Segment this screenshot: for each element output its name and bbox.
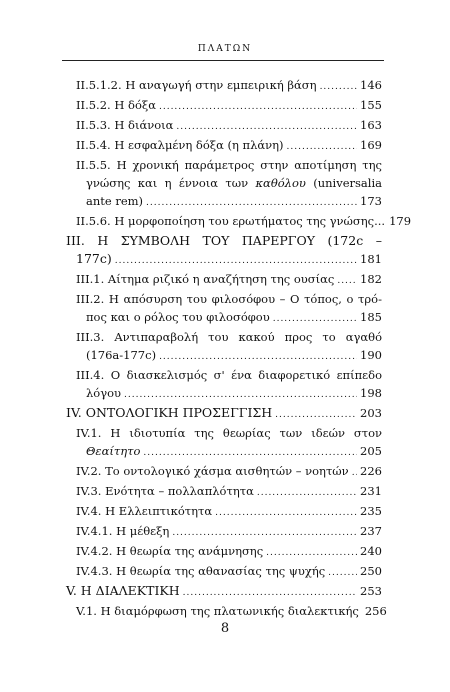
toc-entry — [66, 522, 382, 542]
toc-entry-title: II.5.4. Η εσφαλμένη δόξα (η πλάνη) — [76, 138, 284, 152]
toc-entry-title-line: λόγου — [86, 386, 121, 400]
toc-entry — [66, 366, 382, 404]
toc-entry-title-line: πος και ο ρόλος του φιλοσόφου — [86, 310, 270, 324]
toc-entry-title: IV.4.1. Η μέθεξη — [76, 524, 170, 538]
table-of-contents — [66, 76, 412, 622]
toc-entry-title-line: IV.1. Η ιδιοτυπία της θεωρίας των ιδεών στον — [76, 426, 382, 440]
leader-dots — [124, 386, 357, 404]
page-number: 8 — [220, 621, 230, 636]
leader-dots — [337, 272, 357, 290]
toc-entry — [66, 328, 382, 366]
toc-entry-text: (universalia — [313, 176, 382, 190]
toc-entry-page: 155 — [360, 98, 382, 112]
header-rule — [62, 60, 384, 61]
leader-dots — [273, 310, 357, 328]
toc-entry — [66, 156, 382, 212]
toc-entry-title-line: Θεαίτητο — [86, 444, 141, 458]
toc-entry-page: 173 — [360, 194, 382, 208]
toc-entry — [66, 270, 382, 290]
toc-entry — [66, 424, 382, 462]
toc-entry — [66, 136, 382, 156]
toc-entry-last-line — [76, 308, 382, 328]
leader-dots — [352, 464, 357, 482]
toc-entry-title-line: II.5.5. Η χρονική παράμετρος στην αποτίμηση της — [76, 158, 382, 172]
toc-entry-chapter — [66, 232, 382, 270]
leader-dots — [159, 98, 357, 116]
running-header: ΠΛΑΤΩΝ — [197, 44, 253, 54]
toc-entry — [66, 542, 382, 562]
leader-dots — [115, 252, 357, 270]
toc-entry-title: IV.2. Το οντολογικό χάσμα αισθητών – νοητών — [76, 464, 349, 478]
toc-entry — [66, 76, 382, 96]
leader-dots — [143, 444, 357, 462]
toc-entry-last-line — [66, 250, 382, 270]
toc-entry-page: 190 — [360, 348, 382, 362]
toc-entry-title: II.5.6. Η μορφοποίηση του ερωτήματος της γνώσης... — [76, 214, 386, 228]
toc-entry-page: 231 — [360, 484, 382, 498]
leader-dots — [215, 504, 357, 522]
toc-entry — [66, 502, 382, 522]
toc-entry-page: 146 — [360, 78, 382, 92]
toc-entry-title: II.5.1.2. Η αναγωγή στην εμπειρική βάση — [76, 78, 317, 92]
leader-dots — [159, 348, 357, 366]
toc-entry-chapter — [66, 582, 382, 602]
toc-entry-title: IV. ΟΝΤΟΛΟΓΙΚΗ ΠΡΟΣΕΓΓΙΣΗ — [66, 405, 273, 420]
toc-entry-title-line: ante rem) — [86, 194, 144, 208]
toc-entry-title: IV.4. Η Ελλειπτικότητα — [76, 504, 213, 518]
toc-entry-title-line: III.3. Αντιπαραβολή του κακού προς το αγαθό — [76, 330, 382, 344]
toc-entry — [66, 562, 382, 582]
toc-entry-page: 237 — [360, 524, 382, 538]
toc-entry — [66, 96, 382, 116]
leader-dots — [183, 584, 357, 602]
toc-entry-last-line — [76, 192, 382, 212]
toc-entry-title-line: 177c) — [76, 251, 112, 266]
toc-entry-chapter — [66, 404, 382, 424]
toc-entry-page: 240 — [360, 544, 382, 558]
toc-entry-title-line — [76, 174, 382, 192]
toc-entry-title: IV.4.3. Η θεωρία της αθανασίας της ψυχής — [76, 564, 326, 578]
toc-entry-title: IV.4.2. Η θεωρία της ανάμνησης — [76, 544, 264, 558]
toc-entry-title-line: III.4. Ο διασκελισμός σ' ένα διαφορετικό επίπεδο — [76, 368, 382, 382]
toc-entry-page: 181 — [360, 252, 382, 266]
toc-entry-title: V.1. Η διαμόρφωση της πλατωνικής διαλεκτικής — [76, 604, 359, 618]
toc-entry-page: 163 — [360, 118, 382, 132]
toc-entry — [66, 290, 382, 328]
toc-entry-text: γνώσης και η έννοια των — [86, 176, 249, 190]
toc-entry — [66, 482, 382, 502]
toc-entry-page: 182 — [360, 272, 382, 286]
toc-entry-last-line — [76, 442, 382, 462]
toc-entry-page: 235 — [360, 504, 382, 518]
toc-entry-italic: καθόλου — [255, 176, 306, 190]
toc-entry-page: 226 — [360, 464, 382, 478]
toc-entry — [66, 116, 382, 136]
toc-entry-page: 250 — [360, 564, 382, 578]
leader-dots — [275, 406, 357, 424]
toc-entry-page: 205 — [360, 444, 382, 458]
toc-entry-page: 179 — [389, 214, 412, 228]
leader-dots — [287, 138, 358, 156]
toc-entry — [66, 212, 412, 232]
toc-entry-page: 256 — [364, 604, 387, 618]
leader-dots — [172, 524, 357, 542]
toc-entry-page: 169 — [360, 138, 382, 152]
toc-entry — [66, 602, 387, 622]
toc-entry-title-line: (176a-177c) — [86, 348, 157, 362]
toc-entry-page: 198 — [360, 386, 382, 400]
toc-entry-title: IV.3. Ενότητα – πολλαπλότητα — [76, 484, 254, 498]
leader-dots — [328, 564, 357, 582]
toc-entry-title-line: III. Η ΣΥΜΒΟΛΗ ΤΟΥ ΠΑΡΕΡΓΟΥ (172c – — [66, 233, 382, 248]
leader-dots — [146, 194, 357, 212]
leader-dots — [320, 78, 357, 96]
toc-entry-last-line — [76, 346, 382, 366]
toc-entry-title: III.1. Αίτημα ριζικό η αναζήτηση της ουσίας — [76, 272, 335, 286]
toc-entry-title-line: III.2. Η απόσυρση του φιλοσόφου – Ο τόπος, ο τρό- — [76, 292, 382, 306]
toc-entry-page: 203 — [360, 406, 382, 420]
leader-dots — [257, 484, 357, 502]
toc-entry-title: II.5.2. Η δόξα — [76, 98, 156, 112]
toc-entry-page: 253 — [360, 584, 382, 598]
toc-entry-title: V. Η ΔΙΑΛΕΚΤΙΚΗ — [66, 583, 180, 598]
toc-entry-page: 185 — [360, 310, 382, 324]
toc-entry-last-line — [76, 384, 382, 404]
toc-entry — [66, 462, 382, 482]
leader-dots — [176, 118, 357, 136]
leader-dots — [266, 544, 357, 562]
toc-entry-title: II.5.3. Η διάνοια — [76, 118, 174, 132]
